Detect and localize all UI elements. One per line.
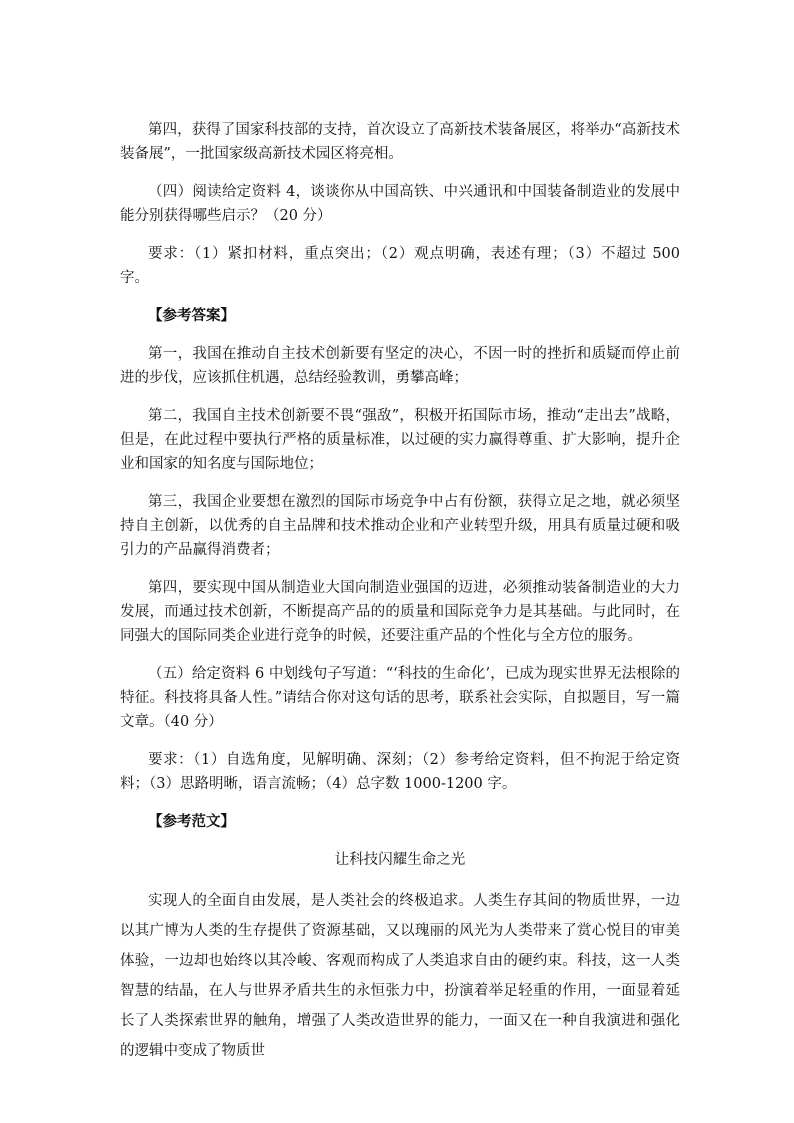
- document-page: [120, 118, 680, 1066]
- answer-point-four: 第四，要实现中国从制造业大国向制造业强国的迈进，必须推动装备制造业的大力发展，而通过技术创新，不断提高产品的的质量和国际竞争力是其基础。与此同时，在同强大的国际同类企业进行竞争的时候，还要注重产品的个性化与全方位的服务。: [120, 580, 680, 644]
- essay-section: [120, 886, 680, 1066]
- question-five-requirements: 要求：（1）自选角度，见解明确、深刻；（2）参考给定资料，但不拘泥于给定资料；（3）思路明晰，语言流畅；（4）总字数 1000-1200 字。: [120, 752, 680, 792]
- reference-answer-heading: 【参考答案】: [148, 307, 235, 324]
- answer-point-one: 第一，我国在推动自主技术创新要有坚定的决心，不因一时的挫折和质疑而停止前进的步伐，应该抓住机遇，总结经验教训，勇攀高峰；: [120, 346, 680, 386]
- answer-point-three: 第三，我国企业要想在激烈的国际市场竞争中占有份额，获得立足之地，就必须坚持自主创新，以优秀的自主品牌和技术推动企业和产业转型升级，用具有质量过硬和吸引力的产品赢得消费者；: [120, 494, 680, 558]
- essay-body: 实现人的全面自由发展，是人类社会的终极追求。人类生存其间的物质世界，一边以其广博为人类的生存提供了资源基础，又以瑰丽的风光为人类带来了赏心悦目的审美体验，一边却也始终以其冷峻、客观而构成了人类追求自由的硬约束。科技，这一人类智慧的结晶，在人与世界矛盾共生的永恒张力中，扮演着举足轻重的作用，一面显着延长了人类探索世界的触角，增强了人类改造世界的能力，一面又在一种自我演进和强化的逻辑中变成了物质世: [120, 893, 680, 1059]
- essay-title: 让科技闪耀生命之光: [334, 852, 466, 868]
- answer-point-two: 第二，我国自主技术创新要不畏“强敌”，积极开拓国际市场，推动“走出去”战略，但是，在此过程中要执行严格的质量标准，以过硬的实力赢得尊重、扩大影响，提升企业和国家的知名度与国际地位；: [120, 408, 680, 472]
- question-five: （五）给定资料 6 中划线句子写道：“‘科技的生命化’，已成为现实世界无法根除的特征。科技将具备人性。”请结合你对这句话的思考，联系社会实际，自拟题目，写一篇文章。（40 分）: [120, 666, 680, 730]
- question-four: （四）阅读给定资料 4，谈谈你从中国高铁、中兴通讯和中国装备制造业的发展中能分别获得哪些启示？（20 分）: [120, 184, 680, 224]
- paragraph-point-four: 第四，获得了国家科技部的支持，首次设立了高新技术装备展区，将举办“高新技术装备展”，一批国家级高新技术园区将亮相。: [120, 122, 680, 162]
- question-four-requirements: 要求：（1）紧扣材料，重点突出；（2）观点明确，表述有理；（3）不超过 500 字。: [120, 246, 680, 286]
- reference-essay-heading: 【参考范文】: [148, 813, 235, 830]
